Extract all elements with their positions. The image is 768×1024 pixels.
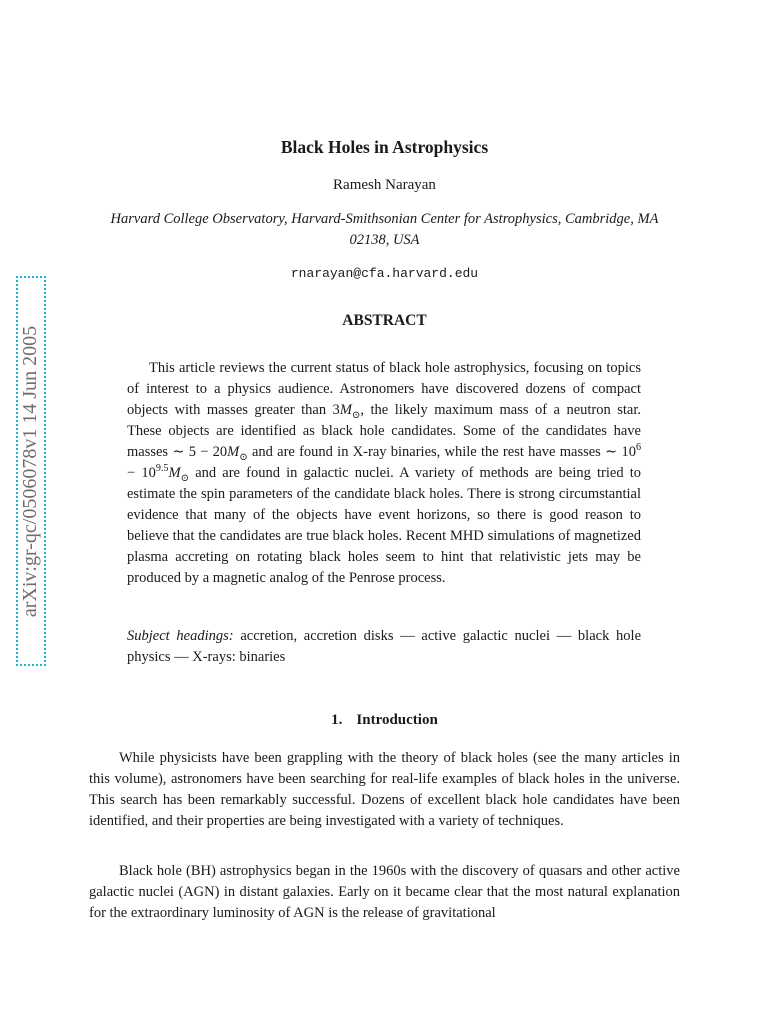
section-heading xyxy=(89,712,680,729)
subject-headings-text: accretion, accretion disks — active galactic nuclei — black hole physics — X-rays: binaries xyxy=(127,628,642,665)
body-paragraph: Black hole (BH) astrophysics began in the 1960s with the discovery of quasars and other active galactic nuclei (AGN) in distant galaxies. Early on it became clear that the most natural explanation for the extraordinary luminosity of AGN is the release of gravitational xyxy=(89,863,680,921)
arxiv-stamp-text: arXiv:gr-qc/0506078v1 14 Jun 2005 xyxy=(19,325,42,617)
arxiv-stamp xyxy=(16,276,46,666)
section-title: Introduction xyxy=(356,712,438,728)
abstract-heading: ABSTRACT xyxy=(342,312,427,329)
author-name: Ramesh Narayan xyxy=(333,177,436,193)
author-email: rnarayan@cfa.harvard.edu xyxy=(290,266,479,281)
paper-title: Black Holes in Astrophysics xyxy=(280,137,489,157)
author-affiliation: Harvard College Observatory, Harvard-Smithsonian Center for Astrophysics, Cambridge, MA 02138, USA xyxy=(110,211,659,248)
subject-headings-label: Subject headings: xyxy=(127,628,234,644)
body-paragraph: While physicists have been grappling with the theory of black holes (see the many articles in this volume), astronomers have been searching for real-life examples of black holes in the universe. This search has been remarkably successful. Dozens of excellent black hole candidates have been identified, and their properties are being investigated with a variety of techniques. xyxy=(89,750,680,829)
abstract-text: This article reviews the current status of black hole astrophysics, focusing on topics of interest to a physics audience. Astronomers have discovered dozens of compact objects with masses greater than $3M_⊙$, the likely maximum mass of a neutron star. These objects are identified as black hole candidates. Some of the candidates have masses ∼ $5 - 20M_⊙$ and are found in X-ray binaries, while the rest have masses ∼ $10^6 - 10^{9.5}M_⊙$ and are found in galactic nuclei. A variety of methods are being tried to estimate the spin parameters of the candidate black holes. There is strong circumstantial evidence that many of the objects have event horizons, so there is good reason to believe that the candidates are true black holes. Recent MHD simulations of magnetized plasma accreting on rotating black holes seem to hint that relativistic jets may be produced by a magnetic analog of the Penrose process. xyxy=(127,360,642,586)
section-number: 1. xyxy=(331,712,343,728)
subject-headings xyxy=(127,626,641,668)
